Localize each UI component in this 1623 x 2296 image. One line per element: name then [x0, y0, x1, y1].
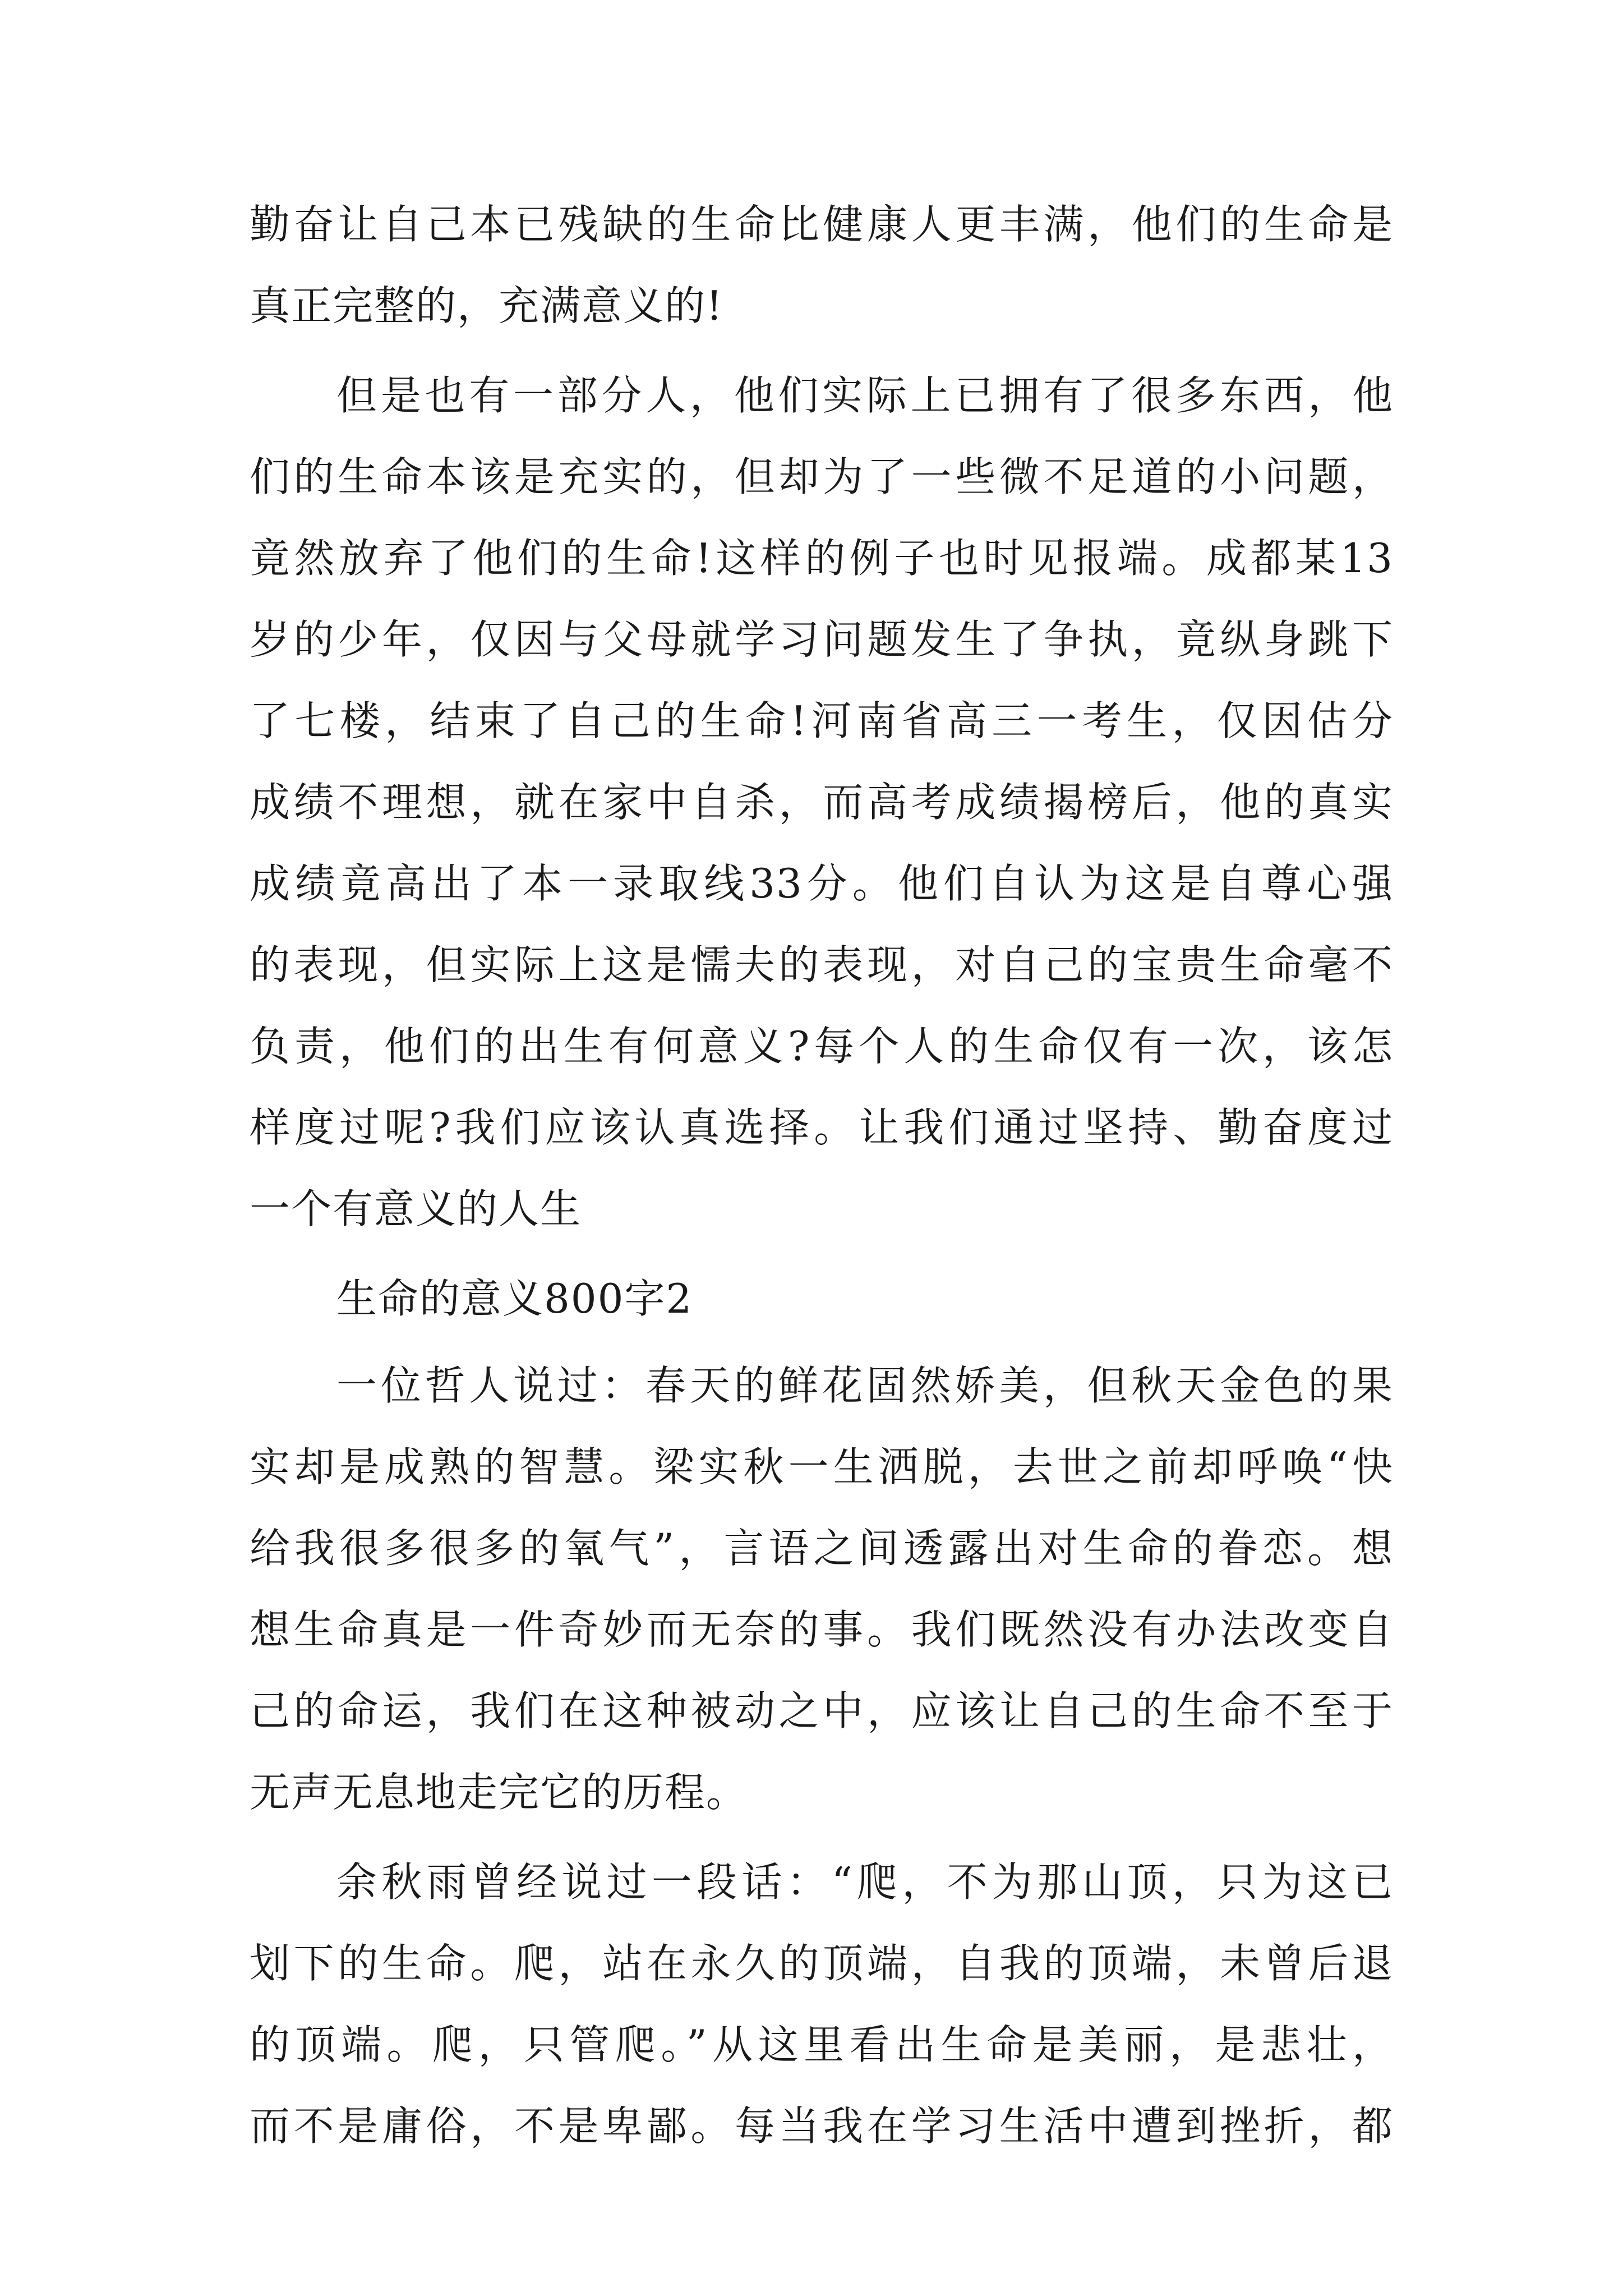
paragraph-3-line-1: 一位哲人说过：春天的鲜花固然娇美，但秋天金色的果: [336, 1362, 1394, 1409]
text-line-19: 己的命运，我们在这种被动之中，应该让自己的生命不至于: [250, 1687, 1394, 1734]
text-line-22: 划下的生命。爬，站在永久的顶端，自我的顶端，未曾后退: [250, 1940, 1394, 1987]
text-line-7: 了七楼，结束了自己的生命!河南省高三一考生，仅因估分: [250, 697, 1394, 744]
section-heading: 生命的意义800字2: [336, 1275, 693, 1322]
paragraph-4-line-1: 余秋雨曾经说过一段话：“爬，不为那山顶，只为这已: [336, 1858, 1394, 1906]
text-line-23: 的顶端。爬，只管爬。”从这里看出生命是美丽，是悲壮，: [250, 2021, 1394, 2068]
paragraph-2-line-1: 但是也有一部分人，他们实际上已拥有了很多东西，他: [336, 372, 1394, 419]
text-line-16: 实却是成熟的智慧。梁实秋一生洒脱，去世之前却呼唤“快: [250, 1443, 1394, 1490]
text-line-6: 岁的少年，仅因与父母就学习问题发生了争执，竟纵身跳下: [250, 616, 1394, 663]
text-line-8: 成绩不理想，就在家中自杀，而高考成绩揭榜后，他的真实: [250, 779, 1394, 826]
text-line-9: 成绩竟高出了本一录取线33分。他们自认为这是自尊心强: [250, 860, 1394, 907]
text-line-18: 想生命真是一件奇妙而无奈的事。我们既然没有办法改变自: [250, 1606, 1394, 1653]
text-line-2: 真正完整的，充满意义的!: [250, 282, 723, 329]
text-line-10: 的表现，但实际上这是懦夫的表现，对自己的宝贵生命毫不: [250, 941, 1394, 988]
text-line-5: 竟然放弃了他们的生命!这样的例子也时见报端。成都某13: [250, 535, 1394, 582]
text-line-20: 无声无息地走完它的历程。: [250, 1769, 748, 1816]
text-line-13: 一个有意义的人生: [250, 1185, 582, 1232]
text-line-1: 勤奋让自己本已残缺的生命比健康人更丰满，他们的生命是: [250, 201, 1394, 248]
text-line-24: 而不是庸俗，不是卑鄙。每当我在学习生活中遭到挫折，都: [250, 2102, 1394, 2150]
text-line-11: 负责，他们的出生有何意义?每个人的生命仅有一次，该怎: [250, 1023, 1394, 1070]
text-line-17: 给我很多很多的氧气”，言语之间透露出对生命的眷恋。想: [250, 1525, 1394, 1572]
text-line-4: 们的生命本该是充实的，但却为了一些微不足道的小问题，: [250, 453, 1394, 500]
text-line-12: 样度过呢?我们应该认真选择。让我们通过坚持、勤奋度过: [250, 1104, 1394, 1151]
